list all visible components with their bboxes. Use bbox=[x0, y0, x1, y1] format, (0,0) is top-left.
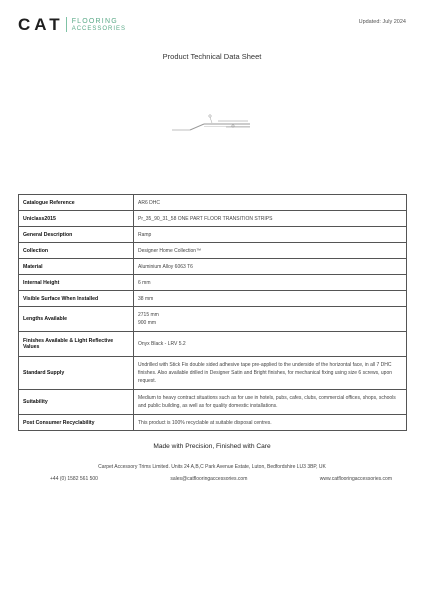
spec-value: 6 mm bbox=[134, 275, 407, 291]
header bbox=[18, 16, 406, 38]
spec-value: Designer Home Collection™ bbox=[134, 243, 407, 259]
website-link[interactable]: www.catflooringaccessories.com bbox=[319, 476, 392, 482]
spec-value: 38 mm bbox=[134, 291, 407, 307]
logo-subtitle-line-1: FLOORING bbox=[71, 17, 118, 25]
spec-value bbox=[134, 307, 407, 332]
spec-label: Post Consumer Recyclability bbox=[19, 415, 134, 431]
contact-line bbox=[50, 476, 392, 482]
table-row bbox=[19, 291, 407, 307]
table-row bbox=[19, 227, 407, 243]
spec-label: Internal Height bbox=[19, 275, 134, 291]
company-logo bbox=[18, 16, 126, 33]
spec-value: AR6 DHC bbox=[134, 195, 407, 211]
logo-wordmark: CAT bbox=[18, 15, 64, 34]
spec-label: Lengths Available bbox=[19, 307, 134, 332]
length-option: 2715 mm bbox=[138, 312, 159, 318]
spec-value: Ramp bbox=[134, 227, 407, 243]
spec-value: Medium to heavy contract situations such as for use in hotels, pubs, cafes, clubs, commercial offices, shops, schools and public building, as well as for quality domestic installations. bbox=[134, 390, 407, 415]
spec-label: Standard Supply bbox=[19, 357, 134, 390]
spec-value: Aluminium Alloy 6063 T6 bbox=[134, 259, 407, 275]
spec-label: Collection bbox=[19, 243, 134, 259]
spec-label: Visible Surface When Installed bbox=[19, 291, 134, 307]
spec-label: Material bbox=[19, 259, 134, 275]
company-address: Carpet Accessory Trims Limited. Units 24 A,B,C Park Avenue Estate, Luton, Bedfordshire LU3 3BP, UK bbox=[98, 464, 326, 470]
spec-value: This product is 100% recyclable at suitable disposal centres. bbox=[134, 415, 407, 431]
table-row bbox=[19, 357, 407, 390]
table-row bbox=[19, 259, 407, 275]
spec-label: General Description bbox=[19, 227, 134, 243]
phone-number: +44 (0) 1582 561 500 bbox=[50, 476, 98, 482]
spec-label: Uniclass2015 bbox=[19, 211, 134, 227]
table-row bbox=[19, 390, 407, 415]
table-row bbox=[19, 243, 407, 259]
profile-drawing bbox=[170, 110, 255, 136]
page-title: Product Technical Data Sheet bbox=[162, 52, 262, 61]
updated-date: Updated: July 2024 bbox=[358, 19, 406, 25]
table-row bbox=[19, 211, 407, 227]
spec-label: Finishes Available & Light Reflective Values bbox=[19, 332, 134, 357]
logo-subtitle bbox=[72, 18, 126, 32]
table-row bbox=[19, 415, 407, 431]
spec-label: Catalogue Reference bbox=[19, 195, 134, 211]
logo-subtitle-line-2: ACCESSORIES bbox=[71, 25, 127, 32]
footer-tagline: Made with Precision, Finished with Care bbox=[153, 443, 271, 450]
email-link[interactable]: sales@catflooringaccessories.com bbox=[170, 476, 248, 482]
spec-table bbox=[18, 194, 407, 431]
spec-value: Pr_35_90_31_58 ONE PART FLOOR TRANSITION STRIPS bbox=[134, 211, 407, 227]
table-row bbox=[19, 195, 407, 211]
logo-divider bbox=[66, 17, 67, 32]
table-row bbox=[19, 307, 407, 332]
spec-label: Suitability bbox=[19, 390, 134, 415]
table-row bbox=[19, 275, 407, 291]
table-row bbox=[19, 332, 407, 357]
length-option: 900 mm bbox=[138, 320, 157, 326]
spec-value: Onyx Black - LRV 5.2 bbox=[134, 332, 407, 357]
spec-value: Undrilled with Stick Fix double sided adhesive tape pre-applied to the underside of the horizontal face, in all 7 DHC finishes. Also available drilled in Designer Satin and Bright finishes, for mechanical fixing using size 6 screws, upon request. bbox=[134, 357, 407, 390]
